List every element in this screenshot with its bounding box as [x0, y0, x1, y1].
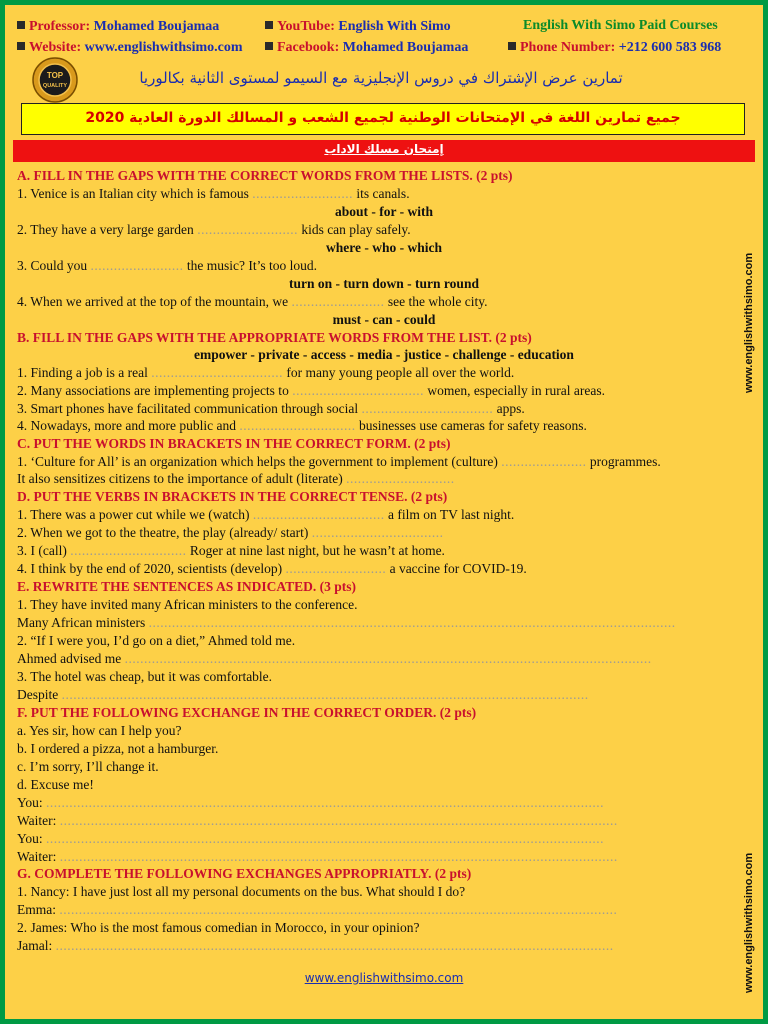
- bullet-square-icon: [17, 42, 25, 50]
- badge-quality-text: QUALITY: [42, 83, 68, 89]
- question-d4: 4. I think by the end of 2020, scientists (develop) .......................... a vaccine for COVID-19.: [17, 561, 527, 576]
- question-b4: 4. Nowadays, more and more public and .............................. businesses use cameras for safety reasons.: [17, 418, 587, 433]
- question-g1: 1. Nancy: I have just lost all my personal documents on the bus. What should I do?: [17, 884, 466, 899]
- options-a4: must - can - could: [332, 312, 436, 327]
- answer-waiter-1: Waiter: ................................................................................................................................................: [17, 813, 618, 828]
- top-quality-badge-icon: [32, 57, 78, 103]
- options-a2: where - who - which: [326, 240, 442, 255]
- paid-courses-label: English With Simo Paid Courses: [523, 18, 718, 33]
- answer-jamal: Jamal: ................................................................................................................................................: [17, 938, 614, 953]
- exchange-line-b: b. I ordered a pizza, not a hamburger.: [17, 741, 219, 756]
- side-watermark-upper: www.englishwithsimo.com: [743, 252, 755, 393]
- question-g2: 2. James: Who is the most famous comedian in Morocco, in your opinion?: [17, 920, 420, 935]
- badge-top-text: TOP: [46, 71, 64, 80]
- options-a3: turn on - turn down - turn round: [289, 276, 479, 291]
- question-b3: 3. Smart phones have facilitated communication through social .................................. apps.: [17, 401, 525, 416]
- website-info[interactable]: Website: www.englishwithsimo.com: [17, 40, 243, 56]
- professor-info: Professor: Mohamed Boujamaa: [17, 19, 219, 35]
- subscription-offer: تمارين عرض الإشتراك في دروس الإنجليزية مع السيمو لمستوى الثانية بكالوريا: [139, 69, 623, 87]
- answer-emma: Emma: ................................................................................................................................................: [17, 902, 618, 917]
- bullet-square-icon: [265, 42, 273, 50]
- answer-you-1: You: ................................................................................................................................................: [17, 795, 605, 810]
- question-e3: 3. The hotel was cheap, but it was comfortable.: [17, 669, 273, 684]
- section-c-heading: C. PUT THE WORDS IN BRACKETS IN THE CORRECT FORM. (2 pts): [17, 436, 451, 451]
- worksheet-page: [5, 5, 763, 1019]
- question-d3: 3. I (call) .............................. Roger at nine last night, but he wasn’t at home.: [17, 543, 445, 558]
- side-watermark-lower: www.englishwithsimo.com: [743, 852, 755, 993]
- exchange-line-d: d. Excuse me!: [17, 777, 94, 792]
- section-a-heading: A. FILL IN THE GAPS WITH THE CORRECT WORDS FROM THE LISTS. (2 pts): [17, 168, 513, 183]
- question-a3: 3. Could you ........................ the music? It’s too loud.: [17, 258, 317, 273]
- options-b: empower - private - access - media - justice - challenge - education: [194, 347, 574, 362]
- question-c2: It also sensitizes citizens to the importance of adult (literate) ............................: [17, 471, 455, 486]
- section-b-heading: B. FILL IN THE GAPS WITH THE APPROPRIATE WORDS FROM THE LIST. (2 pts): [17, 330, 532, 345]
- exchange-line-c: c. I’m sorry, I’ll change it.: [17, 759, 159, 774]
- question-b2: 2. Many associations are implementing projects to .................................. women, especially in rural areas.: [17, 383, 606, 398]
- page-title: جميع تمارين اللغة في الإمتحانات الوطنية لجميع الشعب و المسالك الدورة العادية 2020: [21, 103, 745, 135]
- answer-waiter-2: Waiter: ................................................................................................................................................: [17, 849, 618, 864]
- exam-track-banner: [13, 140, 755, 162]
- question-a4: 4. When we arrived at the top of the mountain, we ........................ see the whole city.: [17, 294, 488, 309]
- exam-track-label: إمتحان مسلك الاداب: [324, 142, 444, 156]
- answer-e2: Ahmed advised me ........................................................................................................................................: [17, 651, 652, 666]
- phone-info: Phone Number: +212 600 583 968: [508, 40, 721, 56]
- answer-e1: Many African ministers ........................................................................................................................................: [17, 615, 676, 630]
- section-d-heading: D. PUT THE VERBS IN BRACKETS IN THE CORRECT TENSE. (2 pts): [17, 489, 448, 504]
- exchange-line-a: a. Yes sir, how can I help you?: [17, 723, 182, 738]
- answer-e3: Despite ........................................................................................................................................: [17, 687, 589, 702]
- question-d1: 1. There was a power cut while we (watch) .................................. a film on TV last night.: [17, 507, 515, 522]
- question-d2: 2. When we got to the theatre, the play (already/ start) ..................................: [17, 525, 444, 540]
- question-c1: 1. ‘Culture for All’ is an organization which helps the government to implement (culture) ...................... programmes.: [17, 454, 661, 469]
- question-e1: 1. They have invited many African ministers to the conference.: [17, 597, 358, 612]
- bullet-square-icon: [508, 42, 516, 50]
- question-b1: 1. Finding a job is a real .................................. for many young people all over the world.: [17, 365, 515, 380]
- footer-website-link[interactable]: www.englishwithsimo.com: [304, 971, 464, 985]
- section-f-heading: F. PUT THE FOLLOWING EXCHANGE IN THE CORRECT ORDER. (2 pts): [17, 705, 477, 720]
- options-a1: about - for - with: [334, 204, 433, 219]
- bullet-square-icon: [17, 21, 25, 29]
- youtube-info[interactable]: YouTube: English With Simo: [265, 19, 451, 35]
- answer-you-2: You: ................................................................................................................................................: [17, 831, 605, 846]
- facebook-info[interactable]: Facebook: Mohamed Boujamaa: [265, 40, 468, 56]
- question-a2: 2. They have a very large garden .......................... kids can play safely.: [17, 222, 411, 237]
- section-e-heading: E. REWRITE THE SENTENCES AS INDICATED. (3 pts): [17, 579, 356, 594]
- bullet-square-icon: [265, 21, 273, 29]
- question-e2: 2. “If I were you, I’d go on a diet,” Ahmed told me.: [17, 633, 296, 648]
- question-a1: 1. Venice is an Italian city which is famous .......................... its canals.: [17, 186, 410, 201]
- section-g-heading: G. COMPLETE THE FOLLOWING EXCHANGES APPROPRIATLY. (2 pts): [17, 866, 472, 881]
